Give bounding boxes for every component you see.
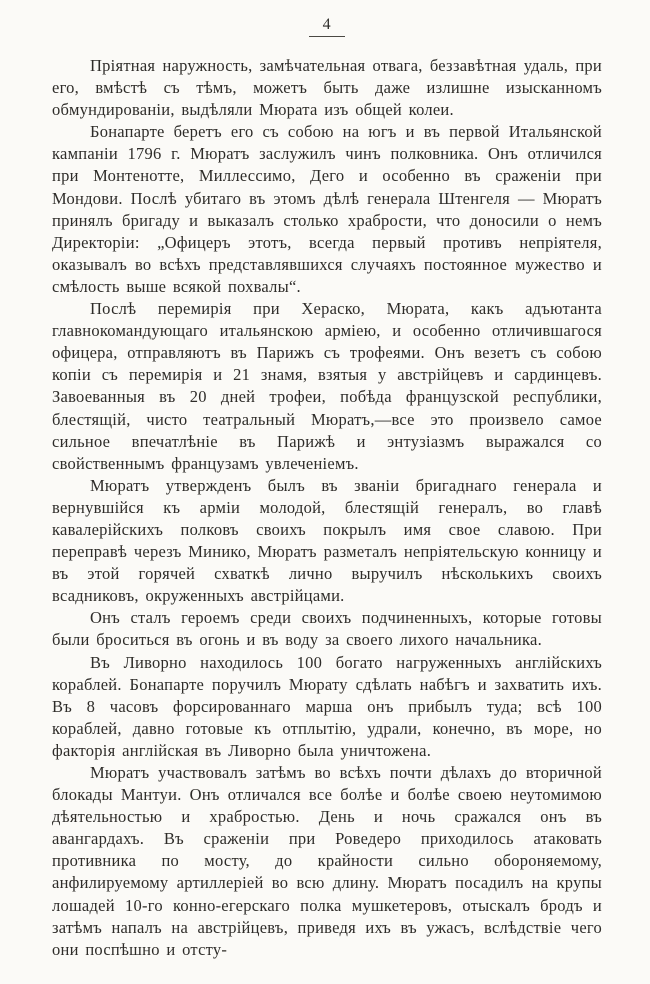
paragraph: Мюратъ участвовалъ затѣмъ во всѣхъ почти дѣлахъ до вторичной блокады Мантуи. Онъ отличался все болѣе и болѣе своею неутомимою дѣятельностью и храбростью. День и ночь сражался онъ въ авангардахъ. Въ сраженіи при Роведеро приходилось атаковать противника по мосту, до крайности сильно обороняемому, анфилируемому артиллеріей во всю длину. Мюратъ посадилъ на крупы лошадей 10-го конно-егерскаго полка мушкетеровъ, отыскалъ бродъ и затѣмъ напалъ на австрійцевъ, приведя ихъ въ ужасъ, вслѣдствіе чего они поспѣшно и отсту- bbox=[52, 763, 602, 959]
paragraph: Бонапарте беретъ его съ собою на югъ и въ первой Итальянской кампаніи 1796 г. Мюратъ заслужилъ чинъ полковника. Онъ отличился при Монтенотте, Миллессимо, Дего и особенно въ сраженіи при Мондови. Послѣ убитаго въ этомъ дѣлѣ генерала Штенгеля — Мюратъ принялъ бригаду и выказалъ столько храбрости, что доносили о немъ Директоріи: „Офицеръ этотъ, всегда первый противъ непріятеля, оказывалъ во всѣхъ представлявшихся случаяхъ постоянное мужество и смѣлость выше всякой похвалы“. bbox=[52, 122, 602, 296]
page-header bbox=[52, 16, 602, 37]
paragraph: Пріятная наружность, замѣчательная отвага, беззавѣтная удаль, при его, вмѣстѣ съ тѣмъ, можетъ быть даже излишне изысканномъ обмундированіи, выдѣляли Мюрата изъ общей колеи. bbox=[52, 56, 602, 120]
body-text bbox=[52, 55, 602, 961]
page-number: 4 bbox=[309, 16, 346, 37]
paragraph: Онъ сталъ героемъ среди своихъ подчиненныхъ, которые готовы были броситься въ огонь и въ воду за своего лихого начальника. bbox=[52, 608, 602, 650]
paragraph: Послѣ перемирія при Хераско, Мюрата, какъ адъютанта главнокомандующаго итальянскою арміею, и особенно отличившагося офицера, отправляютъ въ Парижъ съ трофеями. Онъ везетъ съ собою копіи съ перемирія и 21 знамя, взятыя у австрійцевъ и сардинцевъ. Завоеванныя въ 20 дней трофеи, побѣда французской республики, блестящій, чисто театральный Мюратъ,—все это произвело самое сильное впечатлѣніе въ Парижѣ и энтузіазмъ выражался со свойственнымъ французамъ увлеченіемъ. bbox=[52, 299, 602, 473]
paragraph: Въ Ливорно находилось 100 богато нагруженныхъ англійскихъ кораблей. Бонапарте поручилъ Мюрату сдѣлать набѣгъ и захватить ихъ. Въ 8 часовъ форсированнаго марша онъ прибылъ туда; всѣ 100 кораблей, давно готовые къ отплытію, удрали, конечно, въ море, но факторія англійская въ Ливорно была уничтожена. bbox=[52, 652, 602, 760]
paragraph: Мюратъ утвержденъ былъ въ званіи бригаднаго генерала и вернувшійся къ арміи молодой, блестящій генералъ, во главѣ кавалерійскихъ полковъ своихъ покрылъ имя свое славою. При переправѣ черезъ Минико, Мюратъ разметалъ непріятельскую конницу и въ этой горячей схваткѣ лично выручилъ нѣсколькихъ своихъ всадниковъ, окруженныхъ австрійцами. bbox=[52, 475, 602, 606]
